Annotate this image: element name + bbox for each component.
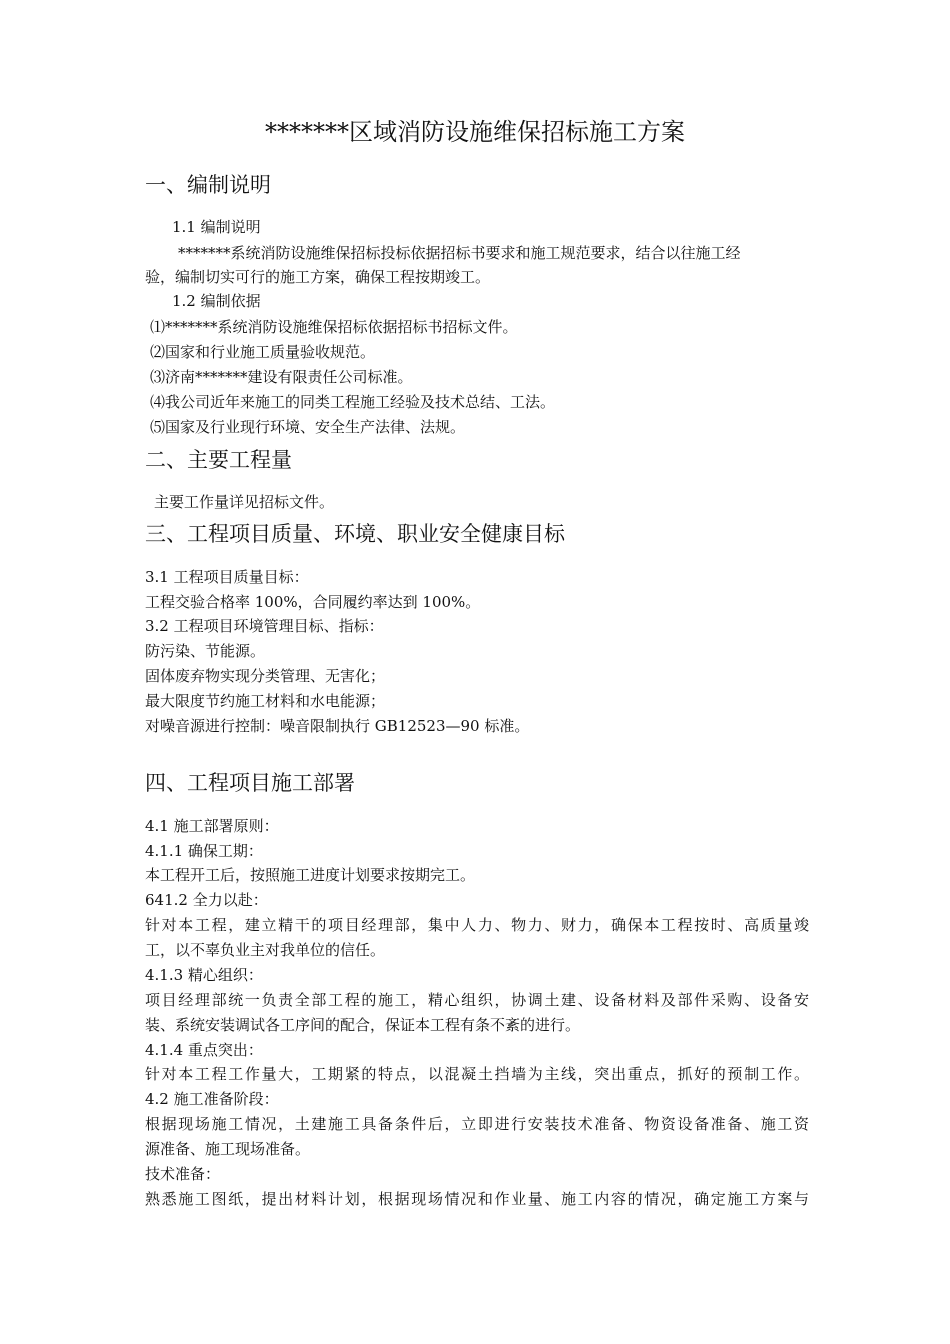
subsection-heading: 641.2 全力以赴： xyxy=(145,891,268,909)
section-heading: 一、编制说明 xyxy=(145,173,271,197)
paragraph-line: 最大限度节约施工材料和水电能源； xyxy=(145,692,386,710)
paragraph-line: 装、系统安装调试各工序间的配合，保证本工程有条不紊的进行。 xyxy=(145,1016,581,1034)
section-heading: 四、工程项目施工部署 xyxy=(145,771,355,795)
list-item: ⑸国家及行业现行环境、安全生产法律、法规。 xyxy=(150,418,466,436)
paragraph-line: *******系统消防设施维保招标投标依据招标书要求和施工规范要求，结合以往施工经 xyxy=(178,244,741,262)
section-heading: 二、主要工程量 xyxy=(145,448,292,472)
paragraph-line: 本工程开工后，按照施工进度计划要求按期完工。 xyxy=(145,866,476,884)
list-item: ⑷我公司近年来施工的同类工程施工经验及技术总结、工法。 xyxy=(150,393,556,411)
subsection-heading: 4.2 施工准备阶段： xyxy=(145,1090,279,1108)
list-item: ⑴*******系统消防设施维保招标依据招标书招标文件。 xyxy=(150,318,518,336)
subsection-heading: 技术准备： xyxy=(145,1165,221,1183)
paragraph-line: 针对本工程，建立精干的项目经理部，集中人力、物力、财力，确保本工程按时、高质量竣 xyxy=(145,916,809,934)
paragraph-line: 防污染、节能源。 xyxy=(145,642,266,660)
subsection-heading: 4.1.4 重点突出： xyxy=(145,1041,263,1059)
subsection-heading: 3.2 工程项目环境管理目标、指标： xyxy=(145,617,384,635)
subsection-heading: 4.1.3 精心组织： xyxy=(145,966,263,984)
list-item: ⑵国家和行业施工质量验收规范。 xyxy=(150,343,376,361)
subsection-heading: 1.1 编制说明 xyxy=(172,218,261,236)
paragraph-line: 根据现场施工情况，土建施工具备条件后，立即进行安装技术准备、物资设备准备、施工资 xyxy=(145,1115,809,1133)
paragraph-line: 工，以不辜负业主对我单位的信任。 xyxy=(145,941,386,959)
section-heading: 三、工程项目质量、环境、职业安全健康目标 xyxy=(145,522,565,546)
subsection-heading: 4.1.1 确保工期： xyxy=(145,842,263,860)
paragraph-line: 熟悉施工图纸，提出材料计划，根据现场情况和作业量、施工内容的情况，确定施工方案与 xyxy=(145,1190,809,1208)
document-title: *******区域消防设施维保招标施工方案 xyxy=(265,118,685,146)
subsection-heading: 1.2 编制依据 xyxy=(172,292,261,310)
paragraph-line: 验，编制切实可行的施工方案，确保工程按期竣工。 xyxy=(145,268,491,286)
paragraph-line: 源准备、施工现场准备。 xyxy=(145,1140,311,1158)
subsection-heading: 4.1 施工部署原则： xyxy=(145,817,279,835)
paragraph-line: 针对本工程工作量大，工期紧的特点，以混凝土挡墙为主线，突出重点，抓好的预制工作。 xyxy=(145,1065,809,1083)
list-item: ⑶济南*******建设有限责任公司标准。 xyxy=(150,368,413,386)
paragraph-line: 对噪音源进行控制：噪音限制执行 GB12523—90 标准。 xyxy=(145,717,530,735)
paragraph-line: 固体废弃物实现分类管理、无害化； xyxy=(145,667,386,685)
paragraph-line: 主要工作量详见招标文件。 xyxy=(154,493,335,511)
paragraph-line: 工程交验合格率 100%，合同履约率达到 100%。 xyxy=(145,593,481,611)
paragraph-line: 项目经理部统一负责全部工程的施工，精心组织，协调土建、设备材料及部件采购、设备安 xyxy=(145,991,809,1009)
subsection-heading: 3.1 工程项目质量目标： xyxy=(145,568,309,586)
